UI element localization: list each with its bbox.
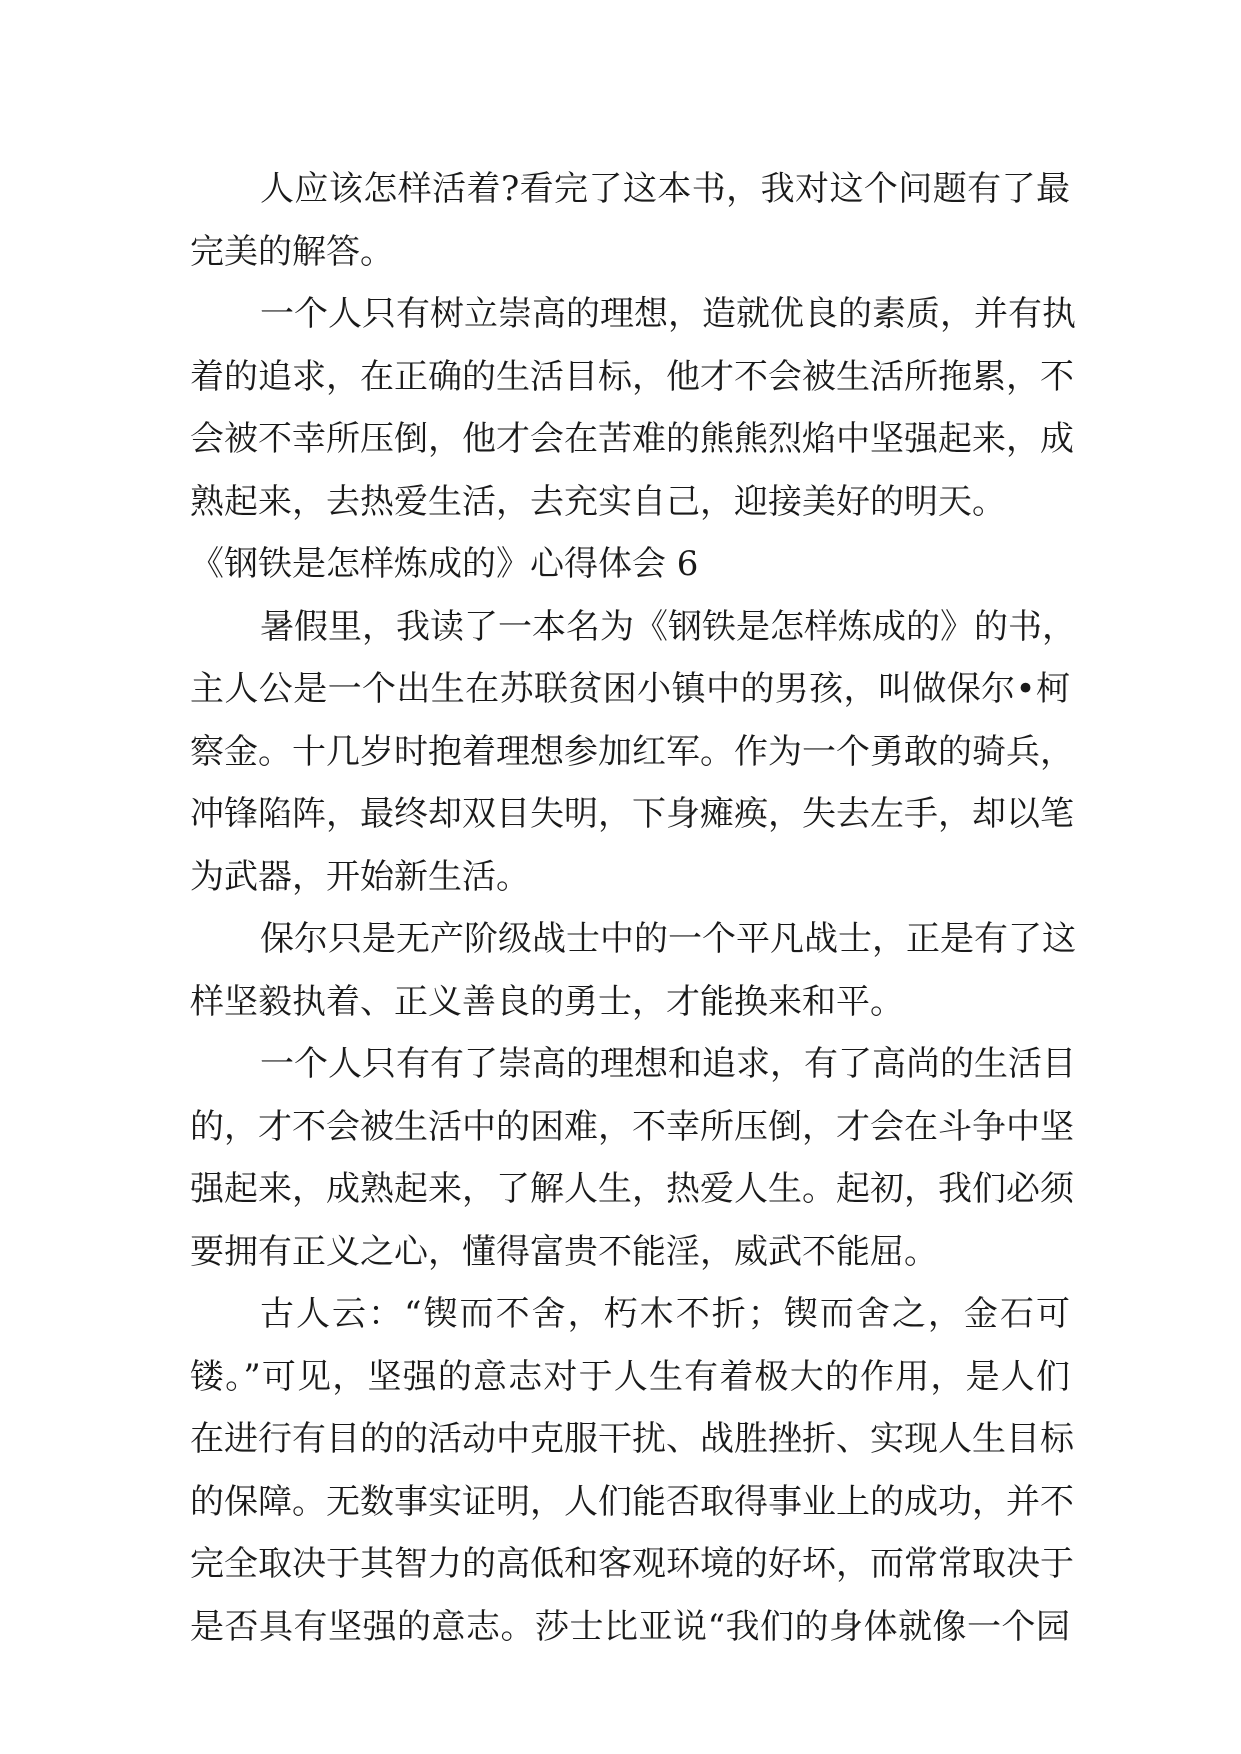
text-line: 会被不幸所压倒，他才会在苦难的熊熊烈焰中坚强起来，成 <box>190 419 1074 459</box>
text-line: 为武器，开始新生活。 <box>190 856 530 897</box>
text-line: 样坚毅执着、正义善良的勇士，才能换来和平。 <box>190 981 904 1022</box>
paragraph-4 <box>190 908 1076 1033</box>
text-line: 察金。十几岁时抱着理想参加红军。作为一个勇敢的骑兵， <box>190 731 1074 772</box>
text-line: 古人云：“锲而不舍，朽木不折；锲而舍之，金石可 <box>260 1294 1070 1334</box>
text-line: 完美的解答。 <box>190 231 394 272</box>
document-body <box>190 158 1076 1658</box>
text-line: 镂。”可见，坚强的意志对于人生有着极大的作用，是人们 <box>190 1356 1070 1397</box>
text-line: 保尔只是无产阶级战士中的一个平凡战士，正是有了这 <box>260 919 1076 959</box>
paragraph-3 <box>190 596 1076 909</box>
text-line: 冲锋陷阵，最终却双目失明，下身瘫痪，失去左手，却以笔 <box>190 794 1074 834</box>
paragraph-6 <box>190 1283 1074 1658</box>
text-line: 的保障。无数事实证明，人们能否取得事业上的成功，并不 <box>190 1481 1074 1522</box>
text-line: 在进行有目的的活动中克服干扰、战胜挫折、实现人生目标 <box>190 1419 1074 1459</box>
paragraph-2 <box>190 283 1076 533</box>
text-line: 一个人只有树立崇高的理想，造就优良的素质，并有执 <box>260 294 1076 334</box>
paragraph-5 <box>190 1033 1076 1283</box>
paragraph-1 <box>190 158 1070 283</box>
text-line: 一个人只有有了崇高的理想和追求，有了高尚的生活目 <box>260 1044 1076 1084</box>
text-line: 暑假里，我读了一本名为《钢铁是怎样炼成的》的书， <box>260 606 1076 647</box>
text-line: 是否具有坚强的意志。莎士比亚说“我们的身体就像一个园 <box>190 1606 1070 1647</box>
text-line: 主人公是一个出生在苏联贫困小镇中的男孩，叫做保尔•柯 <box>190 669 1070 709</box>
text-line: 人应该怎样活着?看完了这本书，我对这个问题有了最 <box>260 169 1070 209</box>
text-line: 的，才不会被生活中的困难，不幸所压倒，才会在斗争中坚 <box>190 1106 1074 1147</box>
text-line: 着的追求，在正确的生活目标，他才不会被生活所拖累，不 <box>190 356 1074 397</box>
text-line: 完全取决于其智力的高低和客观环境的好坏，而常常取决于 <box>190 1544 1074 1584</box>
text-line: 熟起来，去热爱生活，去充实自己，迎接美好的明天。 <box>190 481 1006 522</box>
text-line: 要拥有正义之心，懂得富贵不能淫，威武不能屈。 <box>190 1231 938 1272</box>
text-line: 强起来，成熟起来，了解人生，热爱人生。起初，我们必须 <box>190 1169 1074 1209</box>
section-heading: 《钢铁是怎样炼成的》心得体会 6 <box>190 544 699 584</box>
